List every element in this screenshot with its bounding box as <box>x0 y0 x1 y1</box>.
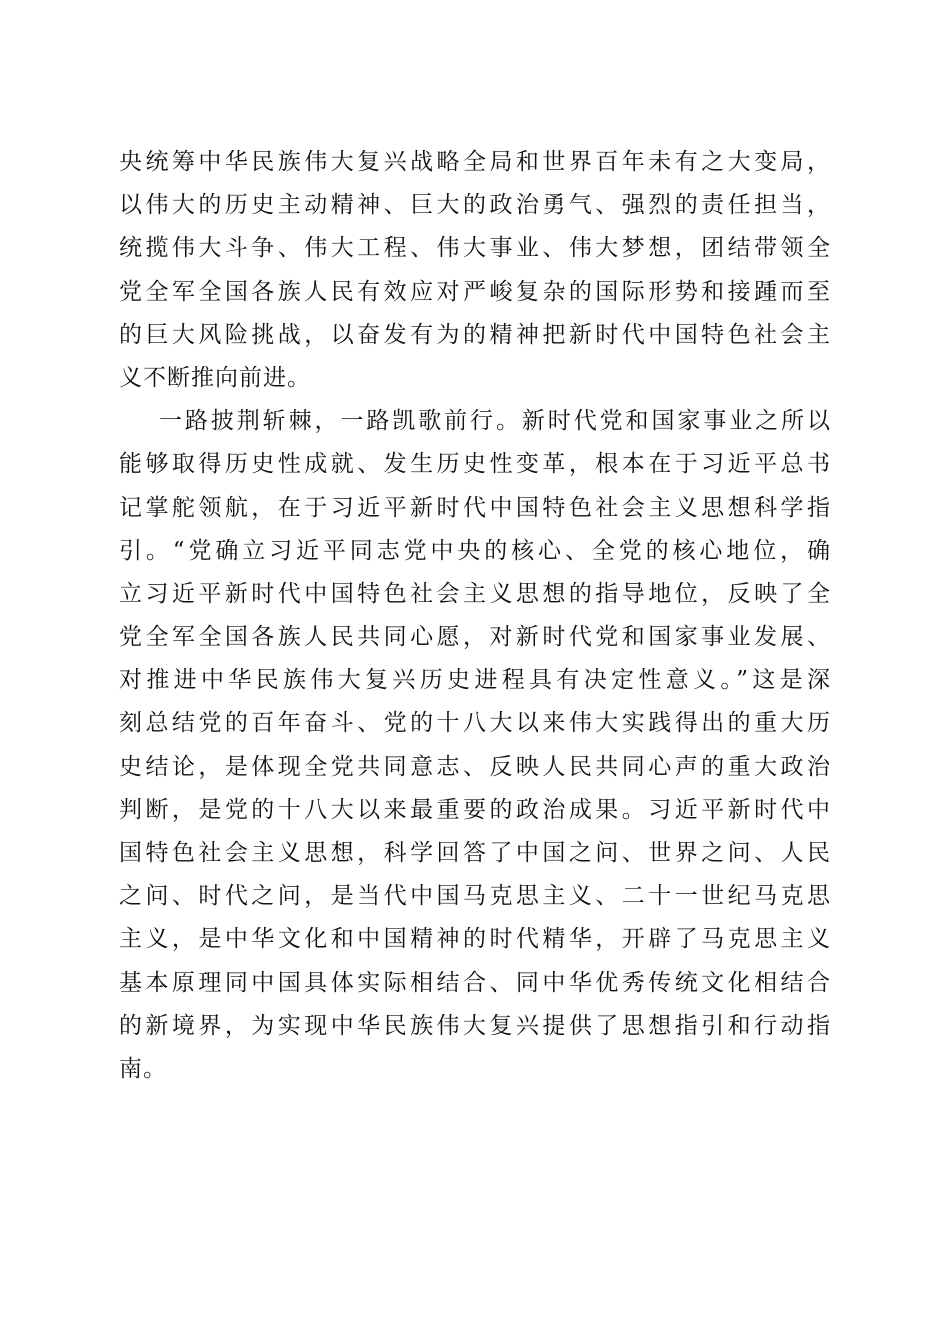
text-line: 的新境界，为实现中华民族伟大复兴提供了思想指引和行动指 <box>119 1012 831 1039</box>
text-line: 统揽伟大斗争、伟大工程、伟大事业、伟大梦想，团结带领全 <box>119 235 831 262</box>
text-line: 的巨大风险挑战，以奋发有为的精神把新时代中国特色社会主 <box>119 321 831 348</box>
text-line: 党全军全国各族人民共同心愿，对新时代党和国家事业发展、 <box>119 624 831 651</box>
text-line: 南。 <box>119 1055 167 1082</box>
text-line: 判断，是党的十八大以来最重要的政治成果。习近平新时代中 <box>119 796 831 823</box>
text-line: 国特色社会主义思想，科学回答了中国之问、世界之问、人民 <box>119 840 831 866</box>
text-line: 引。“党确立习近平同志党中央的核心、全党的核心地位，确 <box>119 537 831 564</box>
text-line: 立习近平新时代中国特色社会主义思想的指导地位，反映了全 <box>119 580 831 607</box>
text-line: 记掌舵领航，在于习近平新时代中国特色社会主义思想科学指 <box>119 494 831 521</box>
text-line: 以伟大的历史主动精神、巨大的政治勇气、强烈的责任担当， <box>119 192 831 219</box>
text-line: 一路披荆斩棘，一路凯歌前行。新时代党和国家事业之所以 <box>159 408 831 435</box>
text-line: 史结论，是体现全党共同意志、反映人民共同心声的重大政治 <box>119 753 831 780</box>
text-line: 主义，是中华文化和中国精神的时代精华，开辟了马克思主义 <box>119 926 831 953</box>
text-line: 刻总结党的百年奋斗、党的十八大以来伟大实践得出的重大历 <box>119 710 831 737</box>
body-text <box>119 141 831 1091</box>
text-line: 央统筹中华民族伟大复兴战略全局和世界百年未有之大变局， <box>119 149 831 175</box>
text-line: 之问、时代之问，是当代中国马克思主义、二十一世纪马克思 <box>119 883 831 910</box>
text-line: 党全军全国各族人民有效应对严峻复杂的国际形势和接踵而至 <box>119 278 831 305</box>
text-line: 能够取得历史性成就、发生历史性变革，根本在于习近平总书 <box>119 451 831 478</box>
text-line: 基本原理同中国具体实际相结合、同中华优秀传统文化相结合 <box>119 969 831 996</box>
text-line: 义不断推向前进。 <box>119 364 311 391</box>
text-line: 对推进中华民族伟大复兴历史进程具有决定性意义。”这是深 <box>119 667 831 694</box>
